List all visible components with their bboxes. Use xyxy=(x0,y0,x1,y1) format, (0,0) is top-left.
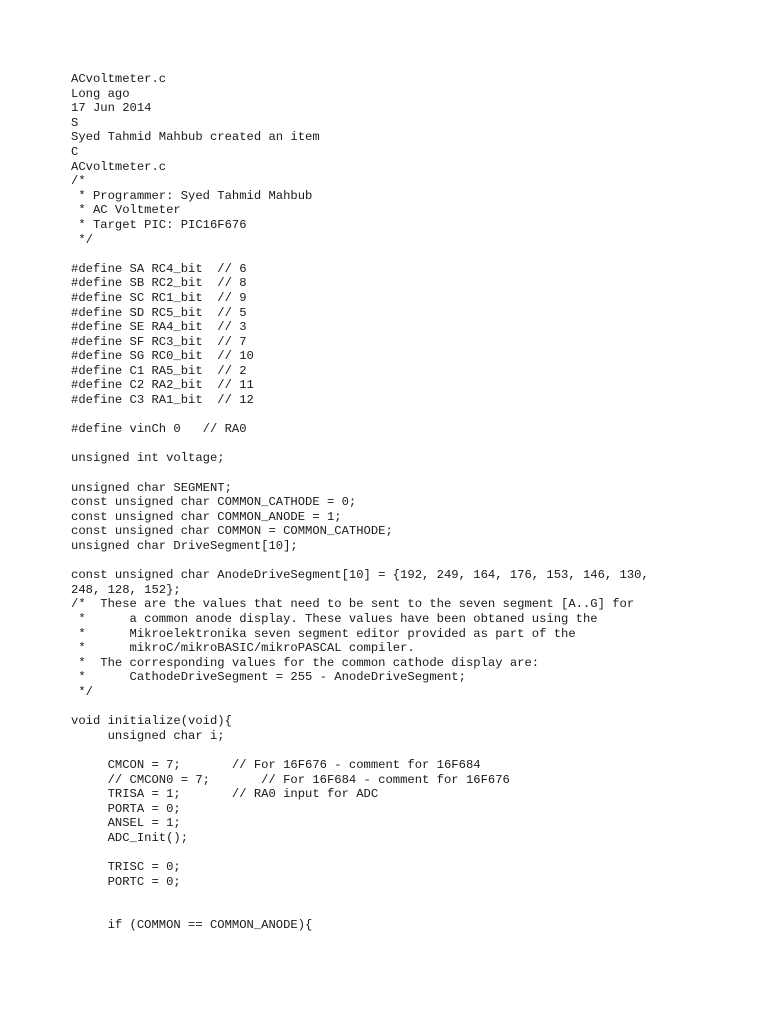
document-line: ADC_Init(); xyxy=(71,830,189,845)
document-line: PORTA = 0; xyxy=(71,801,181,816)
document-line xyxy=(71,408,761,423)
document-line: * mikroC/mikroBASIC/mikroPASCAL compiler. xyxy=(71,641,415,656)
document-line: /* xyxy=(71,174,86,189)
document-line xyxy=(71,889,761,904)
document-line: #define C1 RA5_bit // 2 xyxy=(71,363,247,378)
document-line: #define SA RC4_bit // 6 xyxy=(71,261,247,276)
document-line: * CathodeDriveSegment = 255 - AnodeDriveSegment; xyxy=(71,670,466,685)
document-line: * Target PIC: PIC16F676 xyxy=(71,217,247,232)
document-line: */ xyxy=(71,684,93,699)
document-line: unsigned char DriveSegment[10]; xyxy=(71,539,298,553)
document-line: #define SF RC3_bit // 7 xyxy=(71,334,247,349)
document-line xyxy=(71,743,761,758)
document-line: #define C2 RA2_bit // 11 xyxy=(71,378,254,393)
document-line: ACvoltmeter.c xyxy=(71,72,167,86)
document-line: S xyxy=(71,115,79,130)
document-line: unsigned char SEGMENT; xyxy=(71,480,232,495)
document-line xyxy=(71,554,761,569)
document-line: #define SD RC5_bit // 5 xyxy=(71,305,247,320)
document-line: const unsigned char COMMON = COMMON_CATHODE; xyxy=(71,524,393,539)
document-line: if (COMMON == COMMON_ANODE){ xyxy=(71,918,313,933)
document-line: Syed Tahmid Mahbub created an item xyxy=(71,130,320,145)
document-line: const unsigned char COMMON_ANODE = 1; xyxy=(71,509,342,524)
document-line xyxy=(71,466,761,481)
document-line: TRISC = 0; xyxy=(71,860,181,875)
document-line: #define SB RC2_bit // 8 xyxy=(71,276,247,291)
document-line: #define SG RC0_bit // 10 xyxy=(71,349,254,364)
document-line: // CMCON0 = 7; // For 16F684 - comment for 16F676 xyxy=(71,772,510,787)
document-line xyxy=(71,437,761,452)
document-line xyxy=(71,700,761,715)
document-line xyxy=(71,247,761,262)
document-line: #define C3 RA1_bit // 12 xyxy=(71,393,254,408)
document-line: ACvoltmeter.c xyxy=(71,159,167,174)
document-line: void initialize(void){ xyxy=(71,714,232,729)
document-line xyxy=(71,904,761,919)
document-line: 17 Jun 2014 xyxy=(71,101,152,116)
document-line: * AC Voltmeter xyxy=(71,203,181,218)
document-line: * a common anode display. These values have been obtaned using the xyxy=(71,611,598,626)
document-line: /* These are the values that need to be sent to the seven segment [A..G] for xyxy=(71,597,635,612)
document-line: */ xyxy=(71,232,93,247)
document-line: * The corresponding values for the common cathode display are: xyxy=(71,655,540,670)
document-line: 248, 128, 152}; xyxy=(71,582,181,597)
document-line: #define SC RC1_bit // 9 xyxy=(71,290,247,305)
document-line: C xyxy=(71,144,79,159)
document-line: Long ago xyxy=(71,86,130,101)
document-line xyxy=(71,845,761,860)
document-line: * Programmer: Syed Tahmid Mahbub xyxy=(71,188,313,203)
document-line: unsigned char i; xyxy=(71,728,225,743)
document-line: unsigned int voltage; xyxy=(71,451,225,466)
document-line: const unsigned char AnodeDriveSegment[10] = {192, 249, 164, 176, 153, 146, 130, xyxy=(71,568,649,583)
document-line: const unsigned char COMMON_CATHODE = 0; xyxy=(71,495,357,510)
document-line: CMCON = 7; // For 16F676 - comment for 16F684 xyxy=(71,757,481,772)
document-line: PORTC = 0; xyxy=(71,874,181,889)
document-line: #define vinCh 0 // RA0 xyxy=(71,422,247,437)
document-line: TRISA = 1; // RA0 input for ADC xyxy=(71,787,379,802)
document-line: * Mikroelektronika seven segment editor provided as part of the xyxy=(71,626,576,641)
document-page xyxy=(71,72,761,933)
document-line: ANSEL = 1; xyxy=(71,816,181,831)
document-line: #define SE RA4_bit // 3 xyxy=(71,320,247,335)
